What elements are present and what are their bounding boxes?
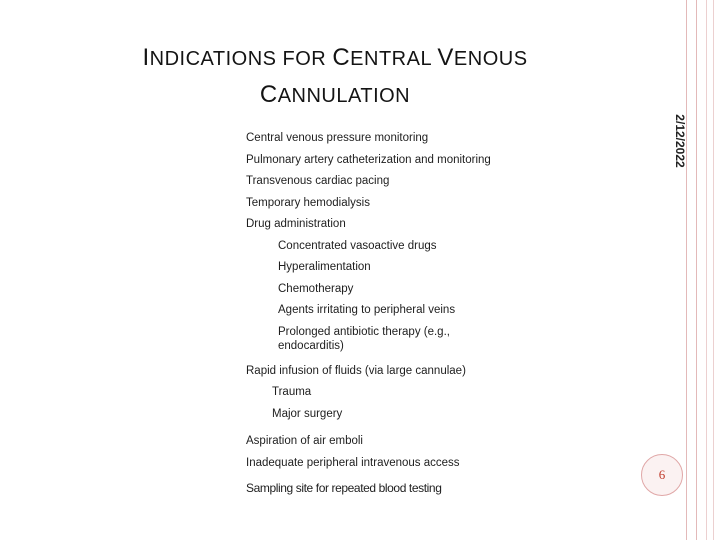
list-item: Inadequate peripheral intravenous access xyxy=(246,456,460,469)
slide-date xyxy=(660,108,700,174)
title-cap: C xyxy=(332,44,351,71)
title-cap: I xyxy=(142,44,150,71)
list-item: Transvenous cardiac pacing xyxy=(246,175,390,187)
title-smallcaps: ENTRAL xyxy=(350,48,438,70)
sub-list-item: Prolonged antibiotic therapy (e.g., endocarditis) xyxy=(278,325,450,352)
sub-list-item: Concentrated vasoactive drugs xyxy=(278,239,437,252)
list-item: Temporary hemodialysis xyxy=(246,196,370,209)
slide-date-text: 2/12/2022 xyxy=(673,114,687,168)
slide-frame-line xyxy=(686,0,687,540)
list-item: Central venous pressure monitoring xyxy=(246,132,429,144)
sub-list-item: Chemotherapy xyxy=(278,282,354,295)
slide-title xyxy=(60,40,610,114)
page-number-badge xyxy=(641,454,683,496)
sub-list-item: Agents irritating to peripheral veins xyxy=(278,304,456,316)
page-number: 6 xyxy=(658,467,666,482)
list-item: Rapid infusion of fluids (via large cannulae) xyxy=(246,364,466,377)
indications-list xyxy=(246,128,666,500)
list-item: Aspiration of air emboli xyxy=(246,435,363,447)
slide-title-line-1 xyxy=(60,40,610,77)
slide-frame-line xyxy=(706,0,707,540)
title-smallcaps: ENOUS xyxy=(453,48,528,70)
list-item: Drug administration xyxy=(246,218,346,230)
list-item: Pulmonary artery catheterization and monitoring xyxy=(246,153,491,166)
title-cap: C xyxy=(259,81,278,108)
title-cap: V xyxy=(437,44,454,71)
list-item: Sampling site for repeated blood testing xyxy=(246,481,442,495)
sub-list-item: Hyperalimentation xyxy=(278,261,371,273)
title-smallcaps: NDICATIONS FOR xyxy=(149,48,333,70)
title-smallcaps: ANNULATION xyxy=(277,85,411,107)
sub-list-item: Major surgery xyxy=(272,407,343,420)
slide-frame-line xyxy=(696,0,697,540)
sub-list-item: Trauma xyxy=(272,386,312,398)
slide-title-line-2 xyxy=(60,77,610,114)
slide-frame-line xyxy=(713,0,714,540)
